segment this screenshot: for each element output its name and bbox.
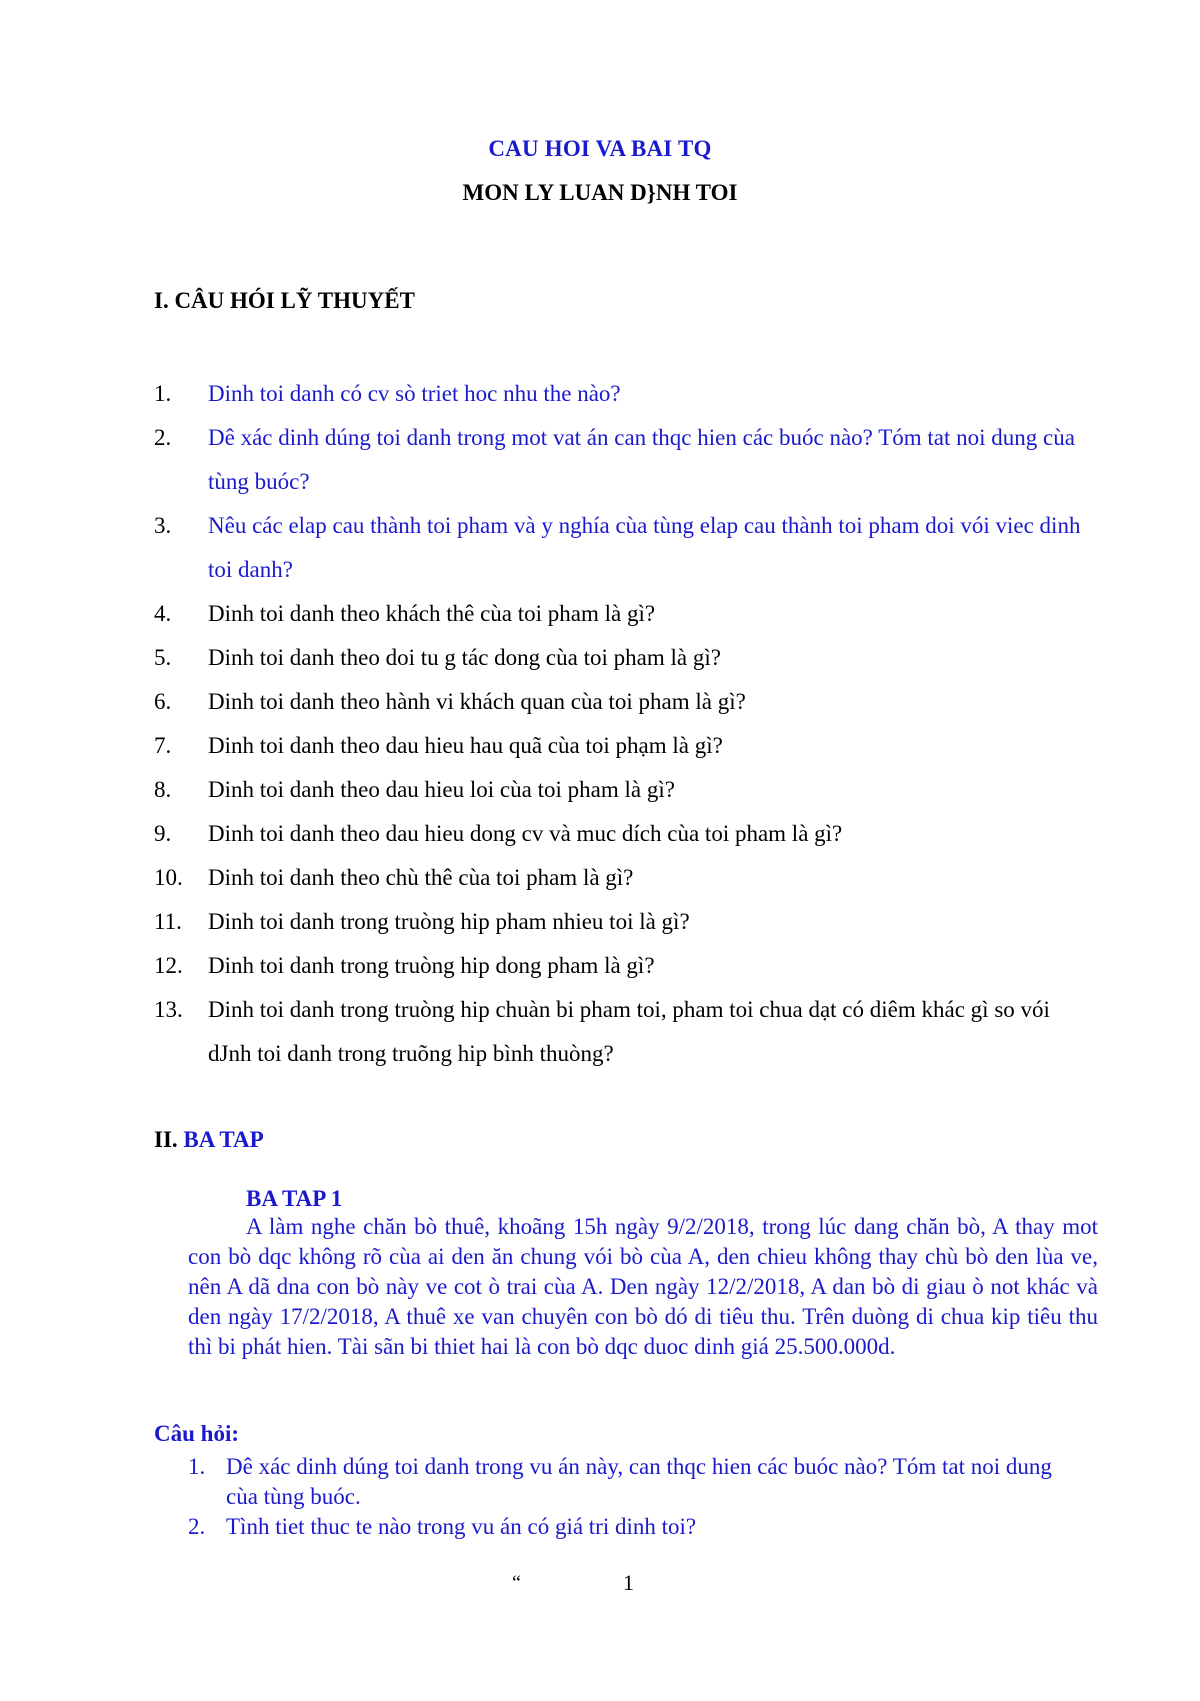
exercise-body: A làm nghe chăn bò thuê, khoãng 15h ngày 9/2/2018, trong lúc dang chăn bò, A thay mot con bò dqc không rõ cùa ai den ăn chung vói bò cùa A, den chieu không thay chù bò den lùa ve, nên A dã dna con bò này ve cot ò trai cùa A. Den ngày 12/2/2018, A dan bò di giau ò not khác và den ngày 17/2/2018, A thuê xe van chuyên con bò dó di tiêu thu. Trên duòng di chua kip tiêu thu thì bi phát hien. Tài sãn bi thiet hai là con bò dqc duoc dinh giá 25.500.000d. <box>188 1214 1098 1359</box>
section-2-number: II. <box>154 1127 178 1152</box>
theory-question <box>154 372 1094 416</box>
question-text: Dinh toi danh có cv sò triet hoc nhu the nào? <box>208 381 621 406</box>
question-number: 10. <box>154 865 183 890</box>
exercise-title: BA TAP 1 <box>246 1186 343 1211</box>
theory-question-list <box>154 372 1094 1076</box>
question-number: 12. <box>154 953 183 978</box>
question-number: 1. <box>188 1454 206 1479</box>
theory-question <box>154 944 1094 988</box>
exercise-question <box>188 1512 1088 1542</box>
question-number: 6. <box>154 689 172 714</box>
question-number: 5. <box>154 645 172 670</box>
question-text: Dinh toi danh theo chù thê cùa toi pham là gì? <box>208 865 634 890</box>
question-text: Dinh toi danh theo dau hieu hau quã cùa toi phạm là gì? <box>208 733 723 758</box>
question-number: 8. <box>154 777 172 802</box>
exercise-questions-heading: Câu hỏi: <box>154 1421 239 1446</box>
theory-question <box>154 856 1094 900</box>
question-number: 3. <box>154 513 172 538</box>
question-number: 9. <box>154 821 172 846</box>
theory-question <box>154 416 1094 504</box>
question-number: 11. <box>154 909 182 934</box>
question-text: Dê xác dinh dúng toi danh trong mot vat án can thqc hien các buóc nào? Tóm tat noi dung cùa tùng buóc? <box>208 425 1075 494</box>
question-text: Tình tiet thuc te nào trong vu án có giá tri dinh toi? <box>226 1514 697 1539</box>
theory-question <box>154 812 1094 856</box>
question-text: Dinh toi danh theo khách thê cùa toi pham là gì? <box>208 601 656 626</box>
question-number: 7. <box>154 733 172 758</box>
theory-question <box>154 636 1094 680</box>
question-text: Dinh toi danh theo dau hieu loi cùa toi pham là gì? <box>208 777 675 802</box>
page-number: 1 <box>623 1570 634 1595</box>
footer-mark: “ <box>512 1572 521 1594</box>
theory-question <box>154 724 1094 768</box>
question-number: 4. <box>154 601 172 626</box>
question-text: Dinh toi danh trong truòng hip pham nhieu toi là gì? <box>208 909 690 934</box>
section-1-heading: I. CÂU HÓI LỸ THUYẾT <box>154 288 415 313</box>
theory-question <box>154 900 1094 944</box>
question-text: Dinh toi danh theo dau hieu dong cv và muc dích cùa toi pham là gì? <box>208 821 843 846</box>
document-subtitle: MON LY LUAN D}NH TOI <box>462 180 738 205</box>
question-text: Nêu các elap cau thành toi pham và y nghía cùa tùng elap cau thành toi pham doi vói viec dinh toi danh? <box>208 513 1081 582</box>
theory-question <box>154 988 1094 1076</box>
question-text: Dinh toi danh trong truòng hip dong pham là gì? <box>208 953 655 978</box>
question-text: Dinh toi danh theo doi tu g tác dong cùa toi pham là gì? <box>208 645 721 670</box>
question-number: 13. <box>154 997 183 1022</box>
question-text: Dê xác dinh dúng toi danh trong vu án này, can thqc hien các buóc nào? Tóm tat noi dung cùa tùng buóc. <box>226 1454 1052 1509</box>
theory-question <box>154 768 1094 812</box>
exercise-question-list <box>188 1452 1088 1542</box>
document-title: CAU HOI VA BAI TQ <box>488 136 712 161</box>
question-number: 2. <box>154 425 172 450</box>
exercise-question <box>188 1452 1088 1512</box>
theory-question <box>154 504 1094 592</box>
theory-question <box>154 592 1094 636</box>
question-number: 2. <box>188 1514 206 1539</box>
question-number: 1. <box>154 381 172 406</box>
section-2-title: BA TAP <box>183 1127 264 1152</box>
section-2-heading <box>154 1127 264 1153</box>
question-text: Dinh toi danh trong truòng hip chuàn bi pham toi, pham toi chua dạt có diêm khác gì so vói dJnh toi danh trong truõng hip bình thuòng? <box>208 997 1050 1066</box>
question-text: Dinh toi danh theo hành vi khách quan cùa toi pham là gì? <box>208 689 746 714</box>
theory-question <box>154 680 1094 724</box>
